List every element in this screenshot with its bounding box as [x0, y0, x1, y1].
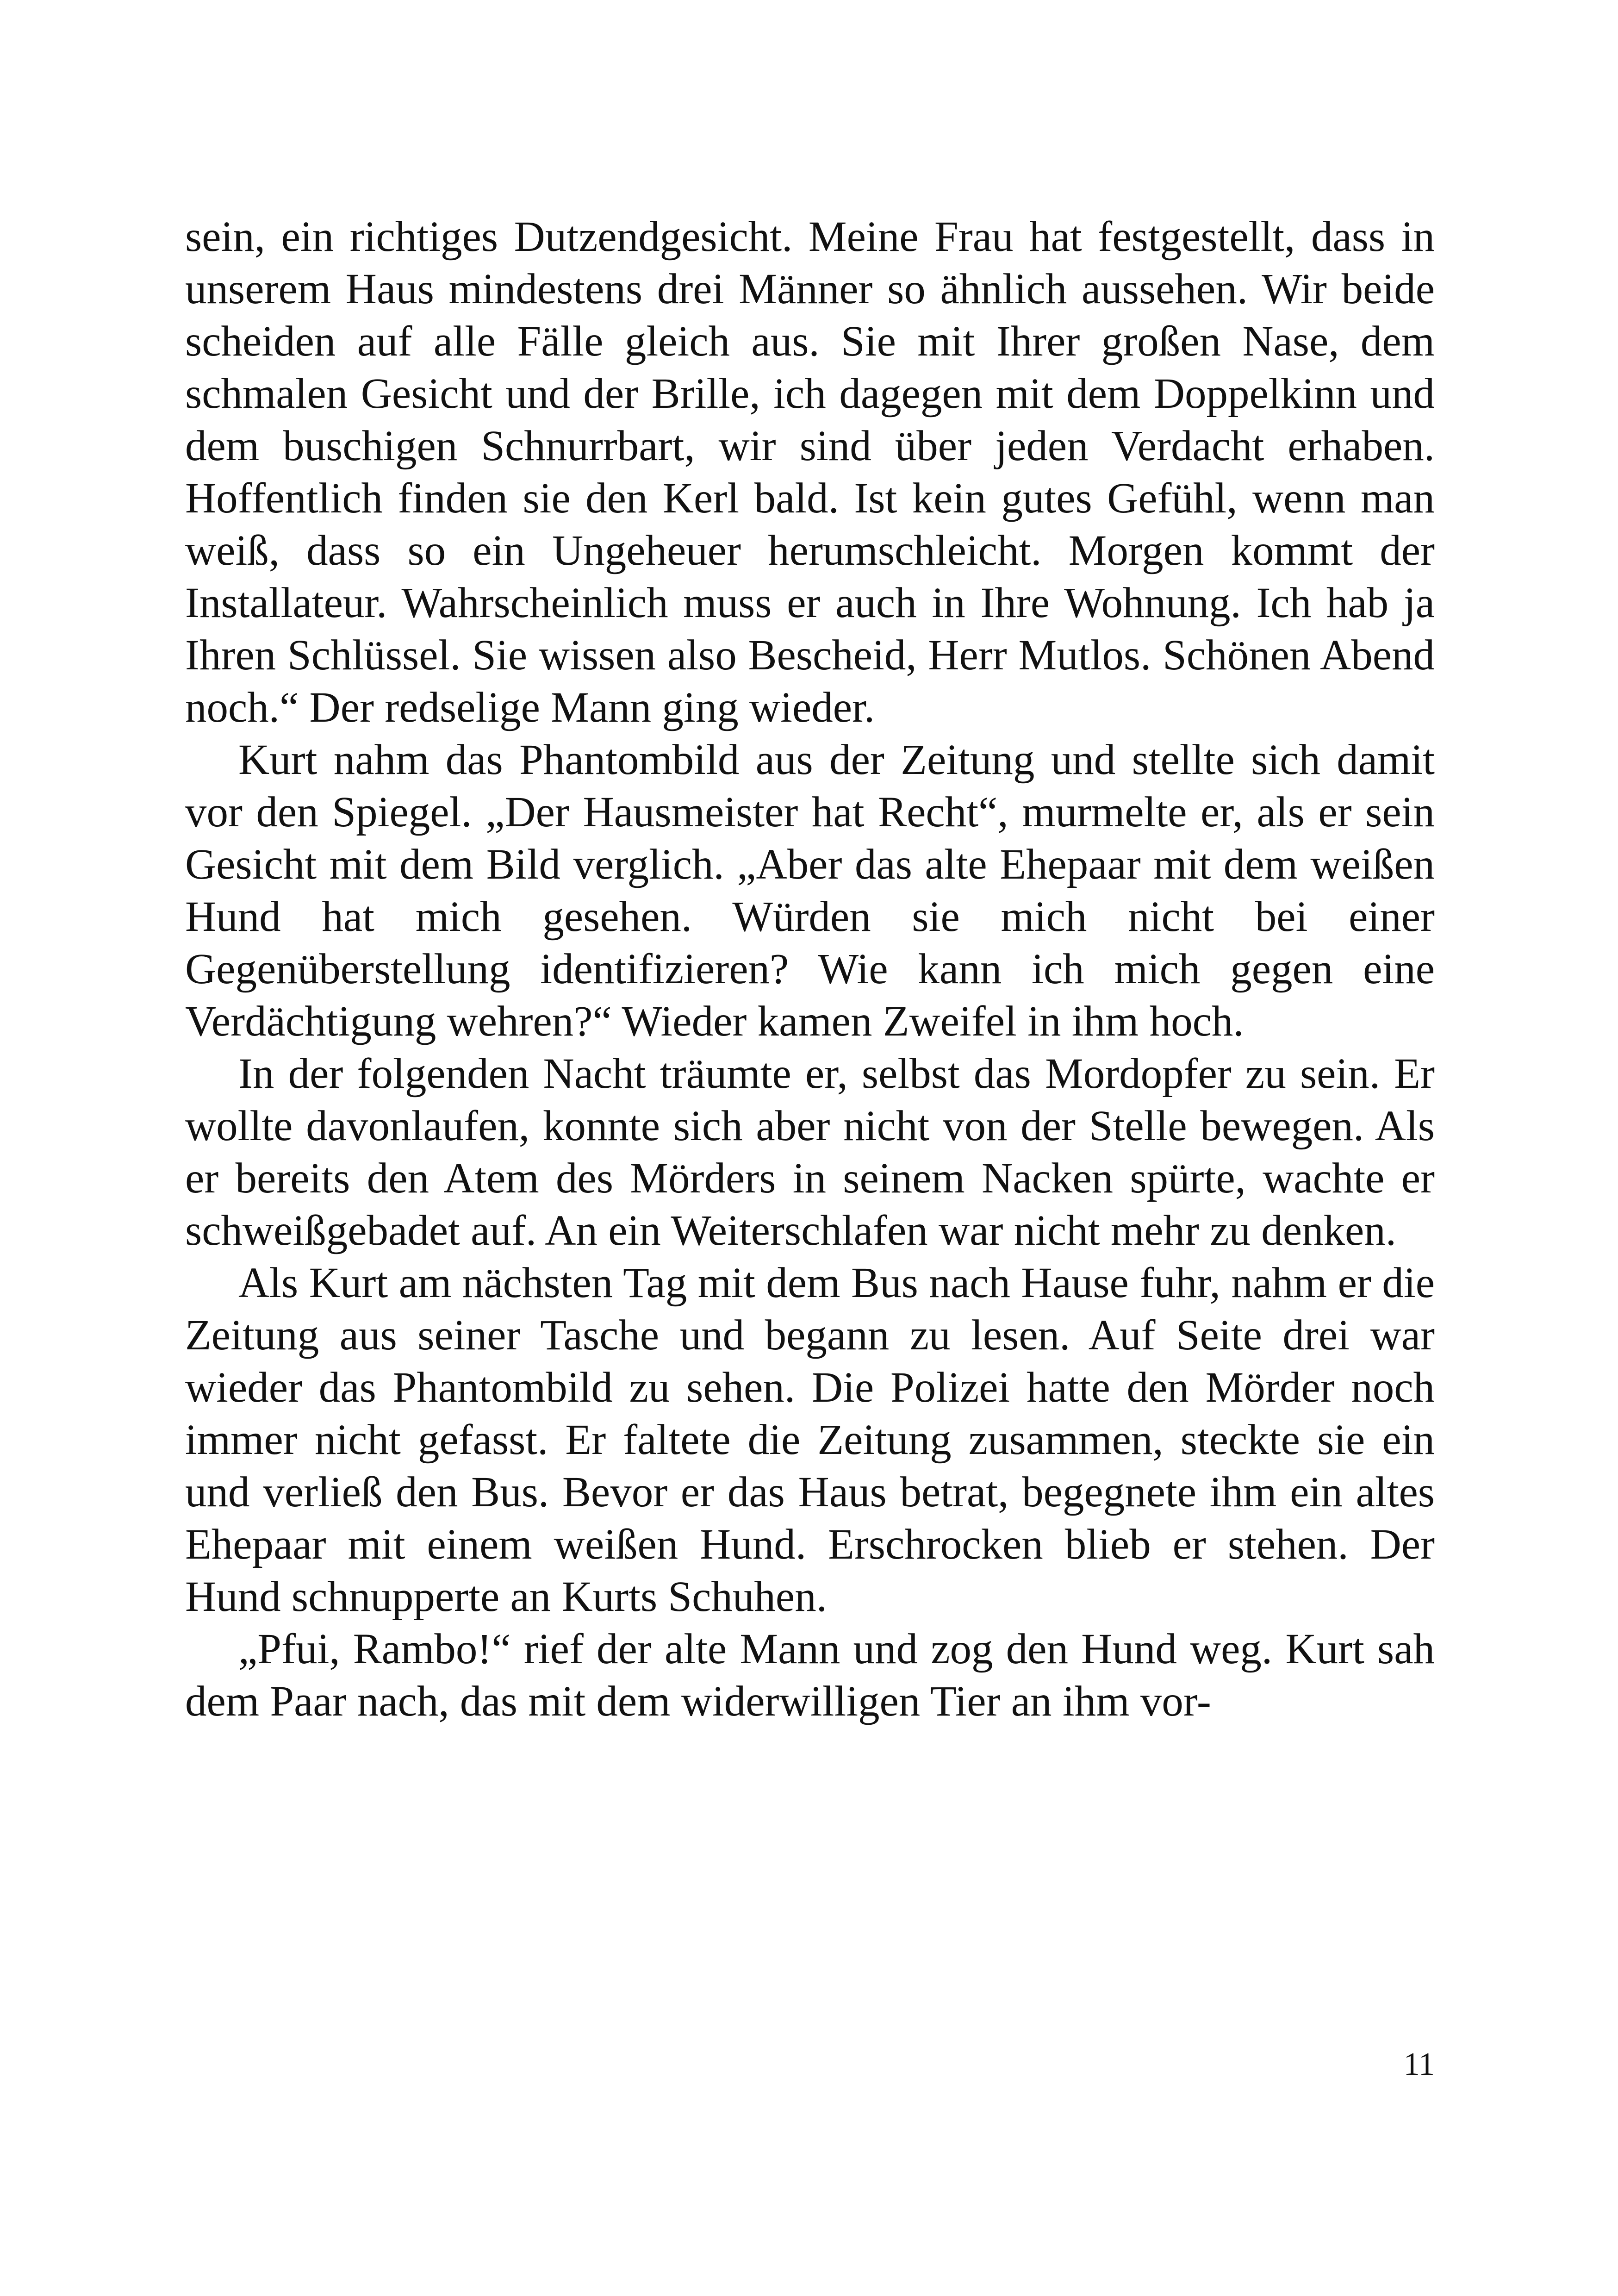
paragraph-2: Kurt nahm das Phantombild aus der Zeitung und stellte sich damit vor den Spiegel. „Der Hausmeister hat Recht“, murmelte er, als er sein Gesicht mit dem Bild verglich. „Aber das alte Ehepaar mit dem weißen Hund hat mich gesehen. Würden sie mich nicht bei einer Gegenüberstellung identifizieren? Wie kann ich mich gegen eine Verdächtigung wehren?“ Wieder kamen Zweifel in ihm hoch.: [185, 736, 1435, 1045]
body-text: [185, 211, 1435, 1728]
paragraph-1: sein, ein richtiges Dutzendgesicht. Meine Frau hat festgestellt, dass in unserem Haus mindestens drei Männer so ähnlich aussehen. Wir beide scheiden auf alle Fälle gleich aus. Sie mit Ihrer großen Nase, dem schmalen Gesicht und der Brille, ich dagegen mit dem Doppelkinn und dem buschigen Schnurrbart, wir sind über jeden Verdacht erhaben. Hoffentlich finden sie den Kerl bald. Ist kein gutes Gefühl, wenn man weiß, dass so ein Ungeheuer herumschleicht. Morgen kommt der Installateur. Wahrscheinlich muss er auch in Ihre Wohnung. Ich hab ja Ihren Schlüssel. Sie wissen also Bescheid, Herr Mutlos. Schönen Abend noch.“ Der redselige Mann ging wieder.: [185, 213, 1435, 731]
page-number: 11: [1403, 2046, 1435, 2082]
paragraph-3: In der folgenden Nacht träumte er, selbst das Mordopfer zu sein. Er wollte davonlaufen, konnte sich aber nicht von der Stelle bewegen. Als er bereits den Atem des Mörders in seinem Nacken spürte, wachte er schweißgebadet auf. An ein Weiterschlafen war nicht mehr zu denken.: [185, 1050, 1435, 1254]
paragraph-5: „Pfui, Rambo!“ rief der alte Mann und zog den Hund weg. Kurt sah dem Paar nach, das mit dem widerwilligen Tier an ihm vor-: [185, 1625, 1435, 1725]
paragraph-4: Als Kurt am nächsten Tag mit dem Bus nach Hause fuhr, nahm er die Zeitung aus seiner Tasche und begann zu lesen. Auf Seite drei war wieder das Phantombild zu sehen. Die Polizei hatte den Mörder noch immer nicht gefasst. Er faltete die Zeitung zusammen, steckte sie ein und verließ den Bus. Bevor er das Haus betrat, begegnete ihm ein altes Ehepaar mit einem weißen Hund. Erschrocken blieb er stehen. Der Hund schnupperte an Kurts Schuhen.: [185, 1259, 1435, 1621]
